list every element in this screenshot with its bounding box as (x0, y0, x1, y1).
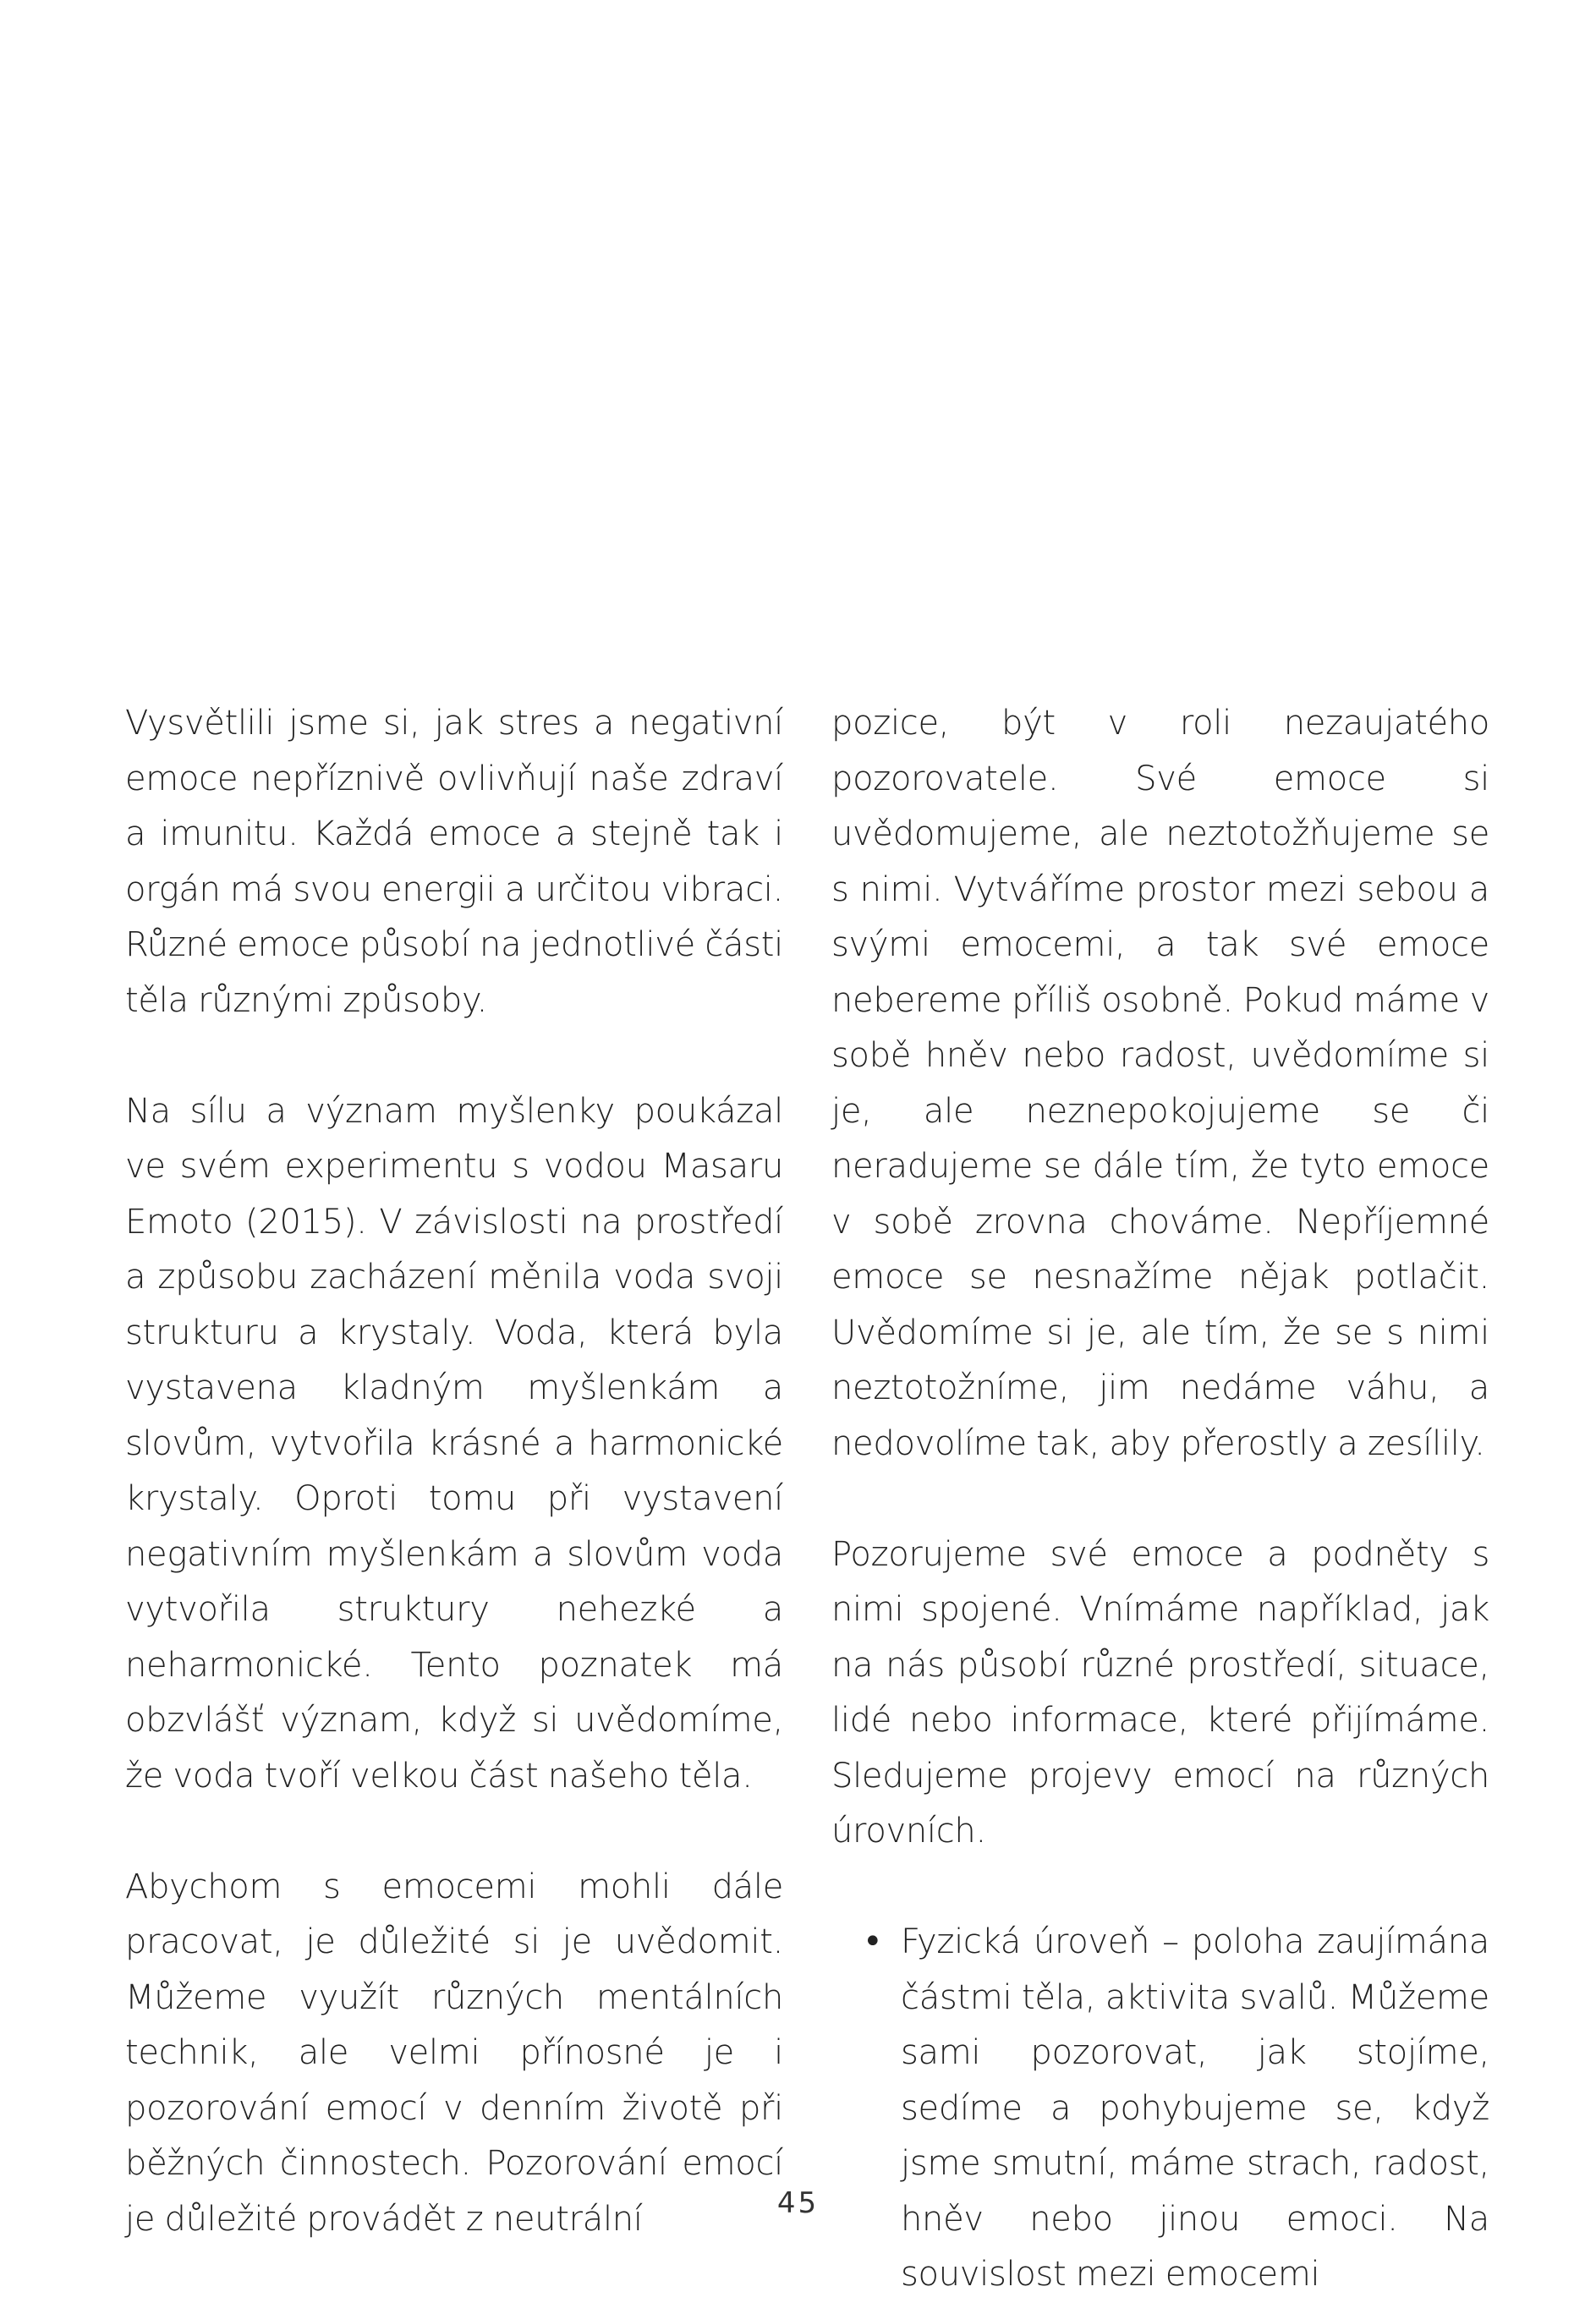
page-number: 45 (776, 2186, 820, 2220)
paragraph-neutral-observer: pozice, být v roli nezaujatého pozorovatele. Své emoce si uvědomujeme, ale neztotožňujeme se s nimi. Vytváříme prostor mezi sebou a svými emocemi, a tak své emoce nebereme příliš osobně. Pokud máme v sobě hněv nebo radost, uvědomíme si je, ale neznepokojujeme se či neradujeme se dále tím, že tyto emoce v sobě zrovna chováme. Nepříjemné emoce se nesnažíme nějak potlačit. Uvědomíme si je, ale tím, že se s nimi neztotožníme, jim nedáme váhu, a nedovolíme tak, aby přerostly a zesílily. (831, 704, 1489, 1463)
paragraph-emotions-health: Vysvětlili jsme si, jak stres a negativní emoce nepříznivě ovlivňují naše zdraví a imunitu. Každá emoce a stejně tak i orgán má svou energii a určitou vibraci. Různé emoce působí na jednotlivé části těla různými způsoby. (125, 704, 783, 1020)
bullet-text-physical-level: Fyzická úroveň – poloha zaujímána částmi těla, aktivita svalů. Můžeme sami pozorovat, jak stojíme, sedíme a pohybujeme se, když jsme smutní, máme strach, radost, hněv nebo jinou emoci. Na souvislost mezi emocemi (901, 1922, 1489, 2294)
paragraph-observing-emotions: Abychom s emocemi mohli dále pracovat, je důležité si je uvědomit. Můžeme využít různých mentálních technik, ale velmi přínosné je i pozorování emocí v denním životě při běžných činnostech. Pozorování emocí je důležité provádět z neutrální (125, 1867, 783, 2239)
left-column (125, 696, 783, 2247)
paragraph-levels-intro: Pozorujeme své emoce a podněty s nimi spojené. Vnímáme například, jak na nás působí různé prostředí, situace, lidé nebo informace, které přijímáme. Sledujeme projevy emocí na různých úrovních. (831, 1534, 1489, 1851)
paragraph-spacer (125, 1028, 783, 1084)
paragraph-spacer (125, 1804, 783, 1860)
paragraph-spacer (831, 1472, 1489, 1527)
paragraph-emoto-experiment: Na sílu a význam myšlenky poukázal ve svém experimentu s vodou Masaru Emoto (2015). V závislosti na prostředí a způsobu zacházení měnila voda svoji strukturu a krystaly. Voda, která byla vystavena kladným myšlenkám a slovům, vytvořila krásné a harmonické krystaly. Oproti tomu při vystavení negativním myšlenkám a slovům voda vytvořila struktury nehezké a neharmonické. Tento poznatek má obzvlášť význam, když si uvědomíme, že voda tvoří velkou část našeho těla. (125, 1091, 783, 1796)
bullet-icon: • (863, 1922, 883, 1961)
list-item (831, 1915, 1489, 2303)
right-column (831, 696, 1489, 2303)
paragraph-spacer (831, 1860, 1489, 1916)
levels-bullet-list (831, 1915, 1489, 2303)
